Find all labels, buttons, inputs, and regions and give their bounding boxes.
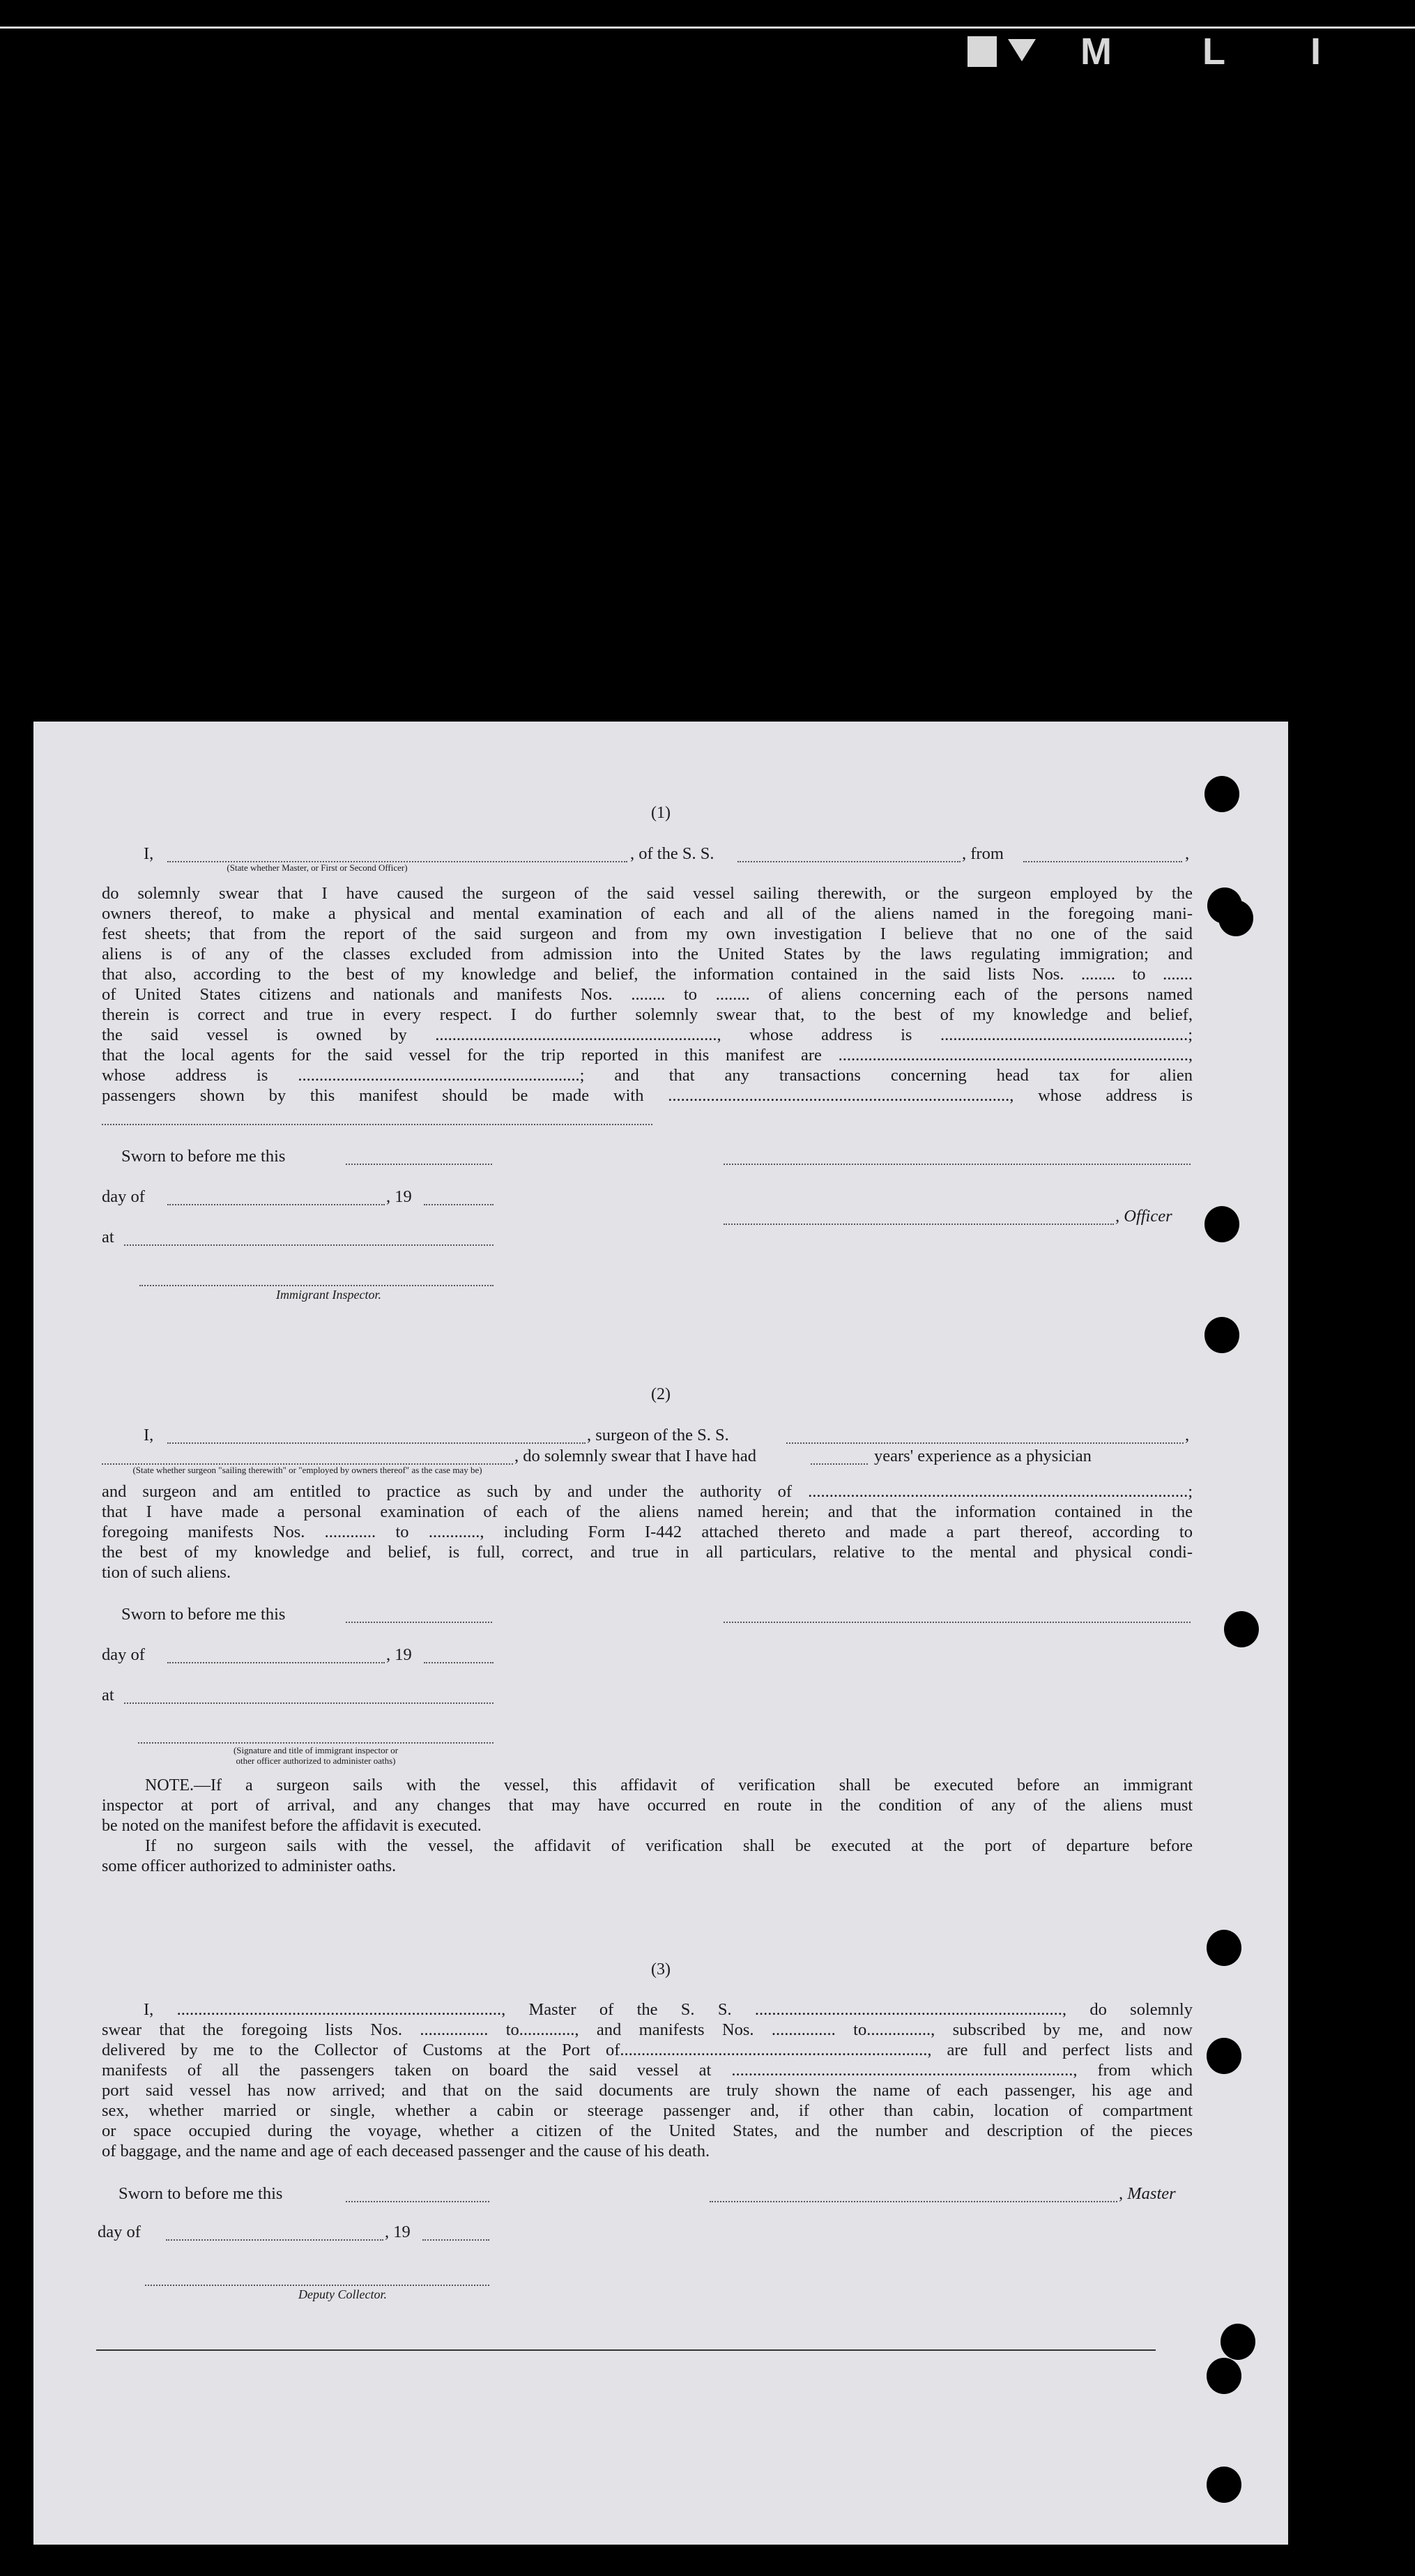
s1-ss-label: , of the S. S. xyxy=(630,844,714,863)
s1-oath-line: of United States citizens and nationals and manifests Nos. ........ to ........ of aliens concerning each of the persons named xyxy=(102,985,1193,1004)
s2-caption-line: (Signature and title of immigrant inspector or xyxy=(233,1745,399,1755)
s1-oath-line: passengers shown by this manifest should be made with ................................................................................, whose address is xyxy=(102,1086,1193,1105)
s1-vessel-field[interactable] xyxy=(737,860,961,862)
s2-note-line: inspector at port of arrival, and any changes that may have occurred en route in the condition of any of the aliens must xyxy=(102,1797,1193,1815)
s2-sworn-field[interactable] xyxy=(346,1620,492,1623)
s3-deputy-field[interactable] xyxy=(145,2283,489,2286)
s2-name-field[interactable] xyxy=(167,1441,586,1444)
section-2-number: (2) xyxy=(651,1385,671,1403)
s3-master-caption: , Master xyxy=(1119,2184,1176,2203)
s1-signature-field[interactable] xyxy=(724,1162,1191,1165)
s2-sworn-label: Sworn to before me this xyxy=(121,1605,286,1624)
s3-year-label: , 19 xyxy=(385,2223,411,2241)
s3-oath-paragraph xyxy=(102,1999,1193,2161)
s1-oath-line: that also, according to the best of my knowledge and belief, the information contained in the said lists Nos. ........ to ....... xyxy=(102,965,1193,984)
s2-day-field[interactable] xyxy=(167,1661,385,1663)
s1-oath-line: therein is correct and true in every respect. I do further solemnly swear that, to the best of my knowledge and belief, xyxy=(102,1005,1193,1024)
s1-oath-line: owners thereof, to make a physical and mental examination of each and all of the aliens named in the foregoing mani- xyxy=(102,904,1193,923)
s1-i-label: I, xyxy=(144,844,154,863)
s3-oath-line: of baggage, and the name and age of each deceased passenger and the cause of his death. xyxy=(102,2142,710,2160)
s2-at-label: at xyxy=(102,1686,114,1705)
s1-at-label: at xyxy=(102,1228,114,1247)
punch-hole xyxy=(1204,1317,1239,1353)
s2-note xyxy=(102,1776,1193,1877)
s2-note-line: NOTE.—If a surgeon sails with the vessel, this affidavit of verification shall be executed before an immigrant xyxy=(145,1776,1193,1794)
s3-oath-line: port said vessel has now arrived; and that on the said documents are truly shown the name of each passenger, his age and xyxy=(102,2081,1193,2100)
s3-oath-line: or space occupied during the voyage, whether a citizen of the United States, and the number and description of the pieces xyxy=(102,2121,1193,2140)
s2-day-label: day of xyxy=(102,1645,145,1664)
s1-sworn-label: Sworn to before me this xyxy=(121,1147,286,1166)
s3-sworn-field[interactable] xyxy=(346,2200,489,2202)
s2-ss-label: , surgeon of the S. S. xyxy=(587,1426,729,1445)
s3-year-field[interactable] xyxy=(422,2238,489,2241)
punch-hole xyxy=(1224,1611,1259,1647)
s2-note-line: some officer authorized to administer oaths. xyxy=(102,1857,397,1875)
s2-inspector-field[interactable] xyxy=(138,1741,494,1744)
s2-year-field[interactable] xyxy=(424,1661,494,1663)
film-triangle-mark xyxy=(1008,39,1036,61)
s3-oath-line: delivered by me to the Collector of Customs at the Port of........................................................................, are full and perfect lists and xyxy=(102,2041,1193,2059)
film-letter-l: L xyxy=(1202,31,1225,73)
s1-oath-line: aliens is of any of the classes excluded from admission into the United States by the laws regulating immigration; and xyxy=(102,945,1193,963)
s1-from-label: , from xyxy=(962,844,1004,863)
s2-oath-paragraph xyxy=(102,1481,1193,1583)
punch-hole xyxy=(1207,2467,1241,2503)
punch-hole xyxy=(1221,2324,1255,2360)
s1-at-field[interactable] xyxy=(124,1243,494,1246)
s1-from-field[interactable] xyxy=(1023,860,1182,862)
s1-day-label: day of xyxy=(102,1187,145,1206)
film-top-rule xyxy=(0,26,1415,29)
s2-vessel-field[interactable] xyxy=(786,1441,1184,1444)
s2-years-field[interactable] xyxy=(811,1462,868,1465)
s1-day-field[interactable] xyxy=(167,1203,385,1205)
s1-comma: , xyxy=(1185,844,1190,863)
s2-experience-label: years' experience as a physician xyxy=(874,1447,1092,1465)
s2-oath-line: that I have made a personal examination of each of the aliens named herein; and that the information contained in the xyxy=(102,1502,1193,1521)
s3-oath-line: sex, whether married or single, whether a cabin or steerage passenger and, if other than cabin, location of compartment xyxy=(102,2101,1193,2120)
section-3-number: (3) xyxy=(651,1960,671,1979)
s3-sworn-label: Sworn to before me this xyxy=(118,2184,283,2203)
s2-note-line: be noted on the manifest before the affidavit is executed. xyxy=(102,1817,482,1835)
s3-day-label: day of xyxy=(98,2223,141,2241)
s2-year-label: , 19 xyxy=(386,1645,412,1664)
punch-hole xyxy=(1207,2358,1241,2394)
s3-oath-line: swear that the foregoing lists Nos. ................ to............., and manifests Nos. ............... to..............., subscribed by me, and now xyxy=(102,2020,1193,2039)
s2-i-label: I, xyxy=(144,1426,154,1445)
film-letter-i: I xyxy=(1310,31,1322,73)
film-square-mark xyxy=(967,36,997,67)
s1-address-field[interactable] xyxy=(102,1122,652,1125)
s2-status-caption: (State whether surgeon "sailing therewith" or "employed by owners thereof" as the case may be) xyxy=(132,1465,482,1475)
s2-oath-line: foregoing manifests Nos. ............ to ............, including Form I-442 attached thereto and made a part thereof, according to xyxy=(102,1523,1193,1541)
s2-inspector-caption xyxy=(138,1745,494,1766)
s1-inspector-field[interactable] xyxy=(139,1283,494,1286)
punch-hole xyxy=(1218,900,1253,936)
punch-hole xyxy=(1207,2038,1241,2074)
s1-oath-line: fest sheets; that from the report of the said surgeon and from my own investigation I believe that no one of the said xyxy=(102,924,1193,943)
s1-oath-paragraph xyxy=(102,883,1193,1106)
s1-officer-caption: , Officer xyxy=(1115,1207,1172,1226)
punch-hole xyxy=(1204,1206,1239,1242)
s2-oath-line: the best of my knowledge and belief, is full, correct, and true in all particulars, relative to the mental and physical condi- xyxy=(102,1543,1193,1562)
s1-oath-line: that the local agents for the said vessel for the trip reported in this manifest are .................................................................................., xyxy=(102,1046,1193,1065)
s3-oath-line: manifests of all the passengers taken on board the said vessel at ................................................................................, from which xyxy=(102,2061,1193,2080)
s1-year-label: , 19 xyxy=(386,1187,412,1206)
s2-oath-line: tion of such aliens. xyxy=(102,1563,231,1582)
s3-day-field[interactable] xyxy=(166,2238,383,2241)
s2-swear-label: , do solemnly swear that I have had xyxy=(514,1447,756,1465)
s3-deputy-caption: Deputy Collector. xyxy=(298,2287,387,2301)
s1-oath-line: the said vessel is owned by .................................................................., whose address is ..........................................................; xyxy=(102,1026,1193,1044)
s3-master-field[interactable] xyxy=(710,2200,1117,2202)
s1-name-caption: (State whether Master, or First or Second Officer) xyxy=(227,862,408,873)
s1-year-field[interactable] xyxy=(424,1203,494,1205)
bottom-rule xyxy=(96,2349,1156,2351)
s2-comma: , xyxy=(1185,1426,1190,1445)
s2-caption-line: other officer authorized to administer oaths) xyxy=(236,1755,396,1766)
s2-signature-field[interactable] xyxy=(724,1620,1191,1623)
manifest-affidavit-sheet xyxy=(33,722,1288,2545)
s2-oath-line: and surgeon and am entitled to practice as such by and under the authority of .........................................................................................; xyxy=(102,1482,1193,1501)
s1-oath-line: whose address is ..................................................................; and that any transactions concerning head tax for alien xyxy=(102,1066,1193,1085)
s2-note-line: If no surgeon sails with the vessel, the affidavit of verification shall be executed at the port of departure before xyxy=(145,1837,1193,1855)
film-letter-m: M xyxy=(1080,31,1112,73)
s1-sworn-field[interactable] xyxy=(346,1162,492,1165)
s3-oath-line: I, ............................................................................, Master of the S. S. ........................................................................, do solemnly xyxy=(144,2000,1193,2019)
s1-oath-line: do solemnly swear that I have caused the surgeon of the said vessel sailing therewith, or the surgeon employed by the xyxy=(102,884,1193,903)
s1-inspector-caption: Immigrant Inspector. xyxy=(276,1288,381,1302)
s1-officer-field[interactable] xyxy=(724,1222,1114,1225)
s2-at-field[interactable] xyxy=(124,1701,494,1704)
section-1-number: (1) xyxy=(651,804,671,822)
